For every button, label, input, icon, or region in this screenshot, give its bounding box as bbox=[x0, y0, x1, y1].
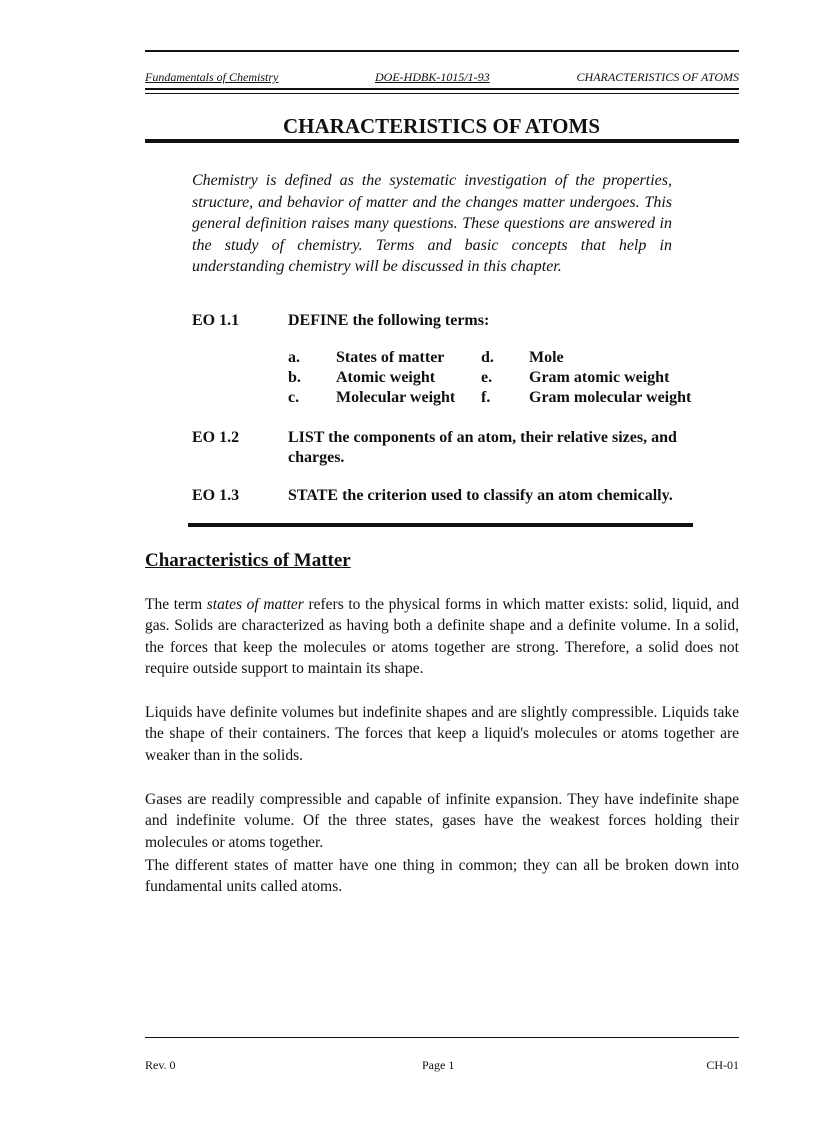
term-letter: b. bbox=[288, 369, 301, 386]
objectives-closing-rule bbox=[188, 523, 693, 527]
footer-page-number: Page 1 bbox=[422, 1058, 455, 1072]
header-top-rule bbox=[145, 50, 739, 52]
objective-code: EO 1.3 bbox=[192, 487, 240, 504]
term-letter: a. bbox=[288, 349, 300, 366]
header-book-title: Fundamentals of Chemistry bbox=[145, 70, 279, 84]
header-chapter-title: CHARACTERISTICS OF ATOMS bbox=[576, 70, 739, 84]
term-letter: c. bbox=[288, 389, 300, 406]
paragraph-text: The term bbox=[145, 596, 207, 613]
footer-chapter-code: CH-01 bbox=[706, 1058, 739, 1072]
term-item: Gram molecular weight bbox=[529, 389, 692, 406]
objective-code: EO 1.2 bbox=[192, 429, 240, 446]
objective-text: STATE the criterion used to classify an atom chemically. bbox=[288, 487, 673, 504]
title-underline-rule bbox=[145, 139, 739, 143]
term-letter: d. bbox=[481, 349, 494, 366]
body-paragraph: Gases are readily compressible and capable of infinite expansion. They have indefinite shape and indefinite volume. Of the three states, gases have the weakest forces holding their molecules or atoms together. bbox=[145, 791, 739, 851]
page-title: CHARACTERISTICS OF ATOMS bbox=[282, 114, 600, 138]
objective-text: LIST the components of an atom, their relative sizes, and charges. bbox=[288, 429, 677, 466]
section-heading: Characteristics of Matter bbox=[145, 550, 351, 571]
emphasized-term: states of matter bbox=[206, 596, 304, 613]
body-paragraph: Liquids have definite volumes but indefinite shapes and are slightly compressible. Liquids take the shape of their containers. The forces that keep a liquid's molecules or atoms together are weaker than in the solids. bbox=[145, 704, 739, 764]
objective-code: EO 1.1 bbox=[192, 312, 240, 329]
body-paragraph: The different states of matter have one thing in common; they can all be broken down into fundamental units called atoms. bbox=[145, 857, 739, 896]
term-item: Gram atomic weight bbox=[529, 369, 670, 386]
term-item: Molecular weight bbox=[336, 389, 456, 406]
term-letter: e. bbox=[481, 369, 493, 386]
footer-revision: Rev. 0 bbox=[145, 1058, 176, 1072]
header-bottom-rule-thick bbox=[145, 88, 739, 90]
objective-text: DEFINE the following terms: bbox=[288, 312, 490, 329]
paragraph-text: refers to the physical forms in which matter exists: solid, liquid, and gas. Solids are characterized as having both a definite shape and a definite volume. In a solid, the forces that keep the molecules or atoms together are strong. Therefore, a solid does not require outside support to maintain its shape. bbox=[145, 596, 739, 677]
intro-paragraph: Chemistry is defined as the systematic investigation of the properties, structure, and behavior of matter and the changes matter undergoes. This general definition raises many questions. These questions are answered in the study of chemistry. Terms and basic concepts that help in understanding chemistry will be discussed in this chapter. bbox=[192, 172, 672, 275]
header-document-number: DOE-HDBK-1015/1-93 bbox=[375, 70, 490, 84]
term-letter: f. bbox=[481, 389, 491, 406]
body-paragraph bbox=[145, 594, 739, 679]
term-item: Mole bbox=[529, 349, 564, 366]
footer-rule bbox=[145, 1037, 739, 1038]
term-item: Atomic weight bbox=[336, 369, 436, 386]
term-item: States of matter bbox=[336, 349, 445, 366]
header-bottom-rule-thin bbox=[145, 93, 739, 94]
